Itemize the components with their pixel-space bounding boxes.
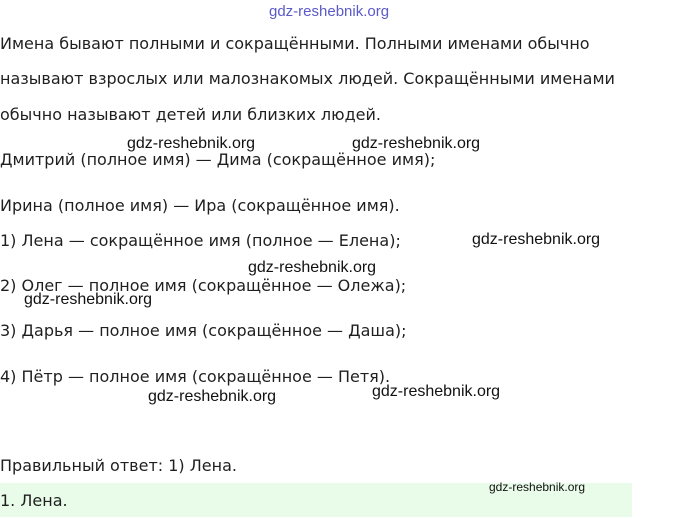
watermark-top: gdz-reshebnik.org bbox=[269, 3, 390, 20]
intro-line-1: Имена бывают полными и сокращёнными. Полными именами обычно bbox=[0, 34, 590, 53]
watermark: gdz-reshebnik.org bbox=[248, 259, 377, 276]
watermark: gdz-reshebnik.org bbox=[24, 291, 153, 308]
example-line-1: Дмитрий (полное имя) — Дима (сокращённое имя); bbox=[0, 150, 436, 169]
correct-answer-line: Правильный ответ: 1) Лена. bbox=[0, 456, 237, 475]
option-1: 1) Лена — сокращённое имя (полное — Елена); bbox=[0, 231, 401, 250]
example-line-2: Ирина (полное имя) — Ира (сокращённое имя). bbox=[0, 196, 400, 215]
watermark: gdz-reshebnik.org bbox=[472, 231, 601, 248]
watermark: gdz-reshebnik.org bbox=[148, 388, 277, 405]
intro-line-2: называют взрослых или малознакомых людей. Сокращёнными именами bbox=[0, 69, 615, 88]
option-3: 3) Дарья — полное имя (сокращённое — Даша); bbox=[0, 321, 407, 340]
watermark: gdz-reshebnik.org bbox=[352, 135, 481, 152]
option-2: 2) Олег — полное имя (сокращённое — Олежа); bbox=[0, 276, 407, 295]
intro-line-3: обычно называют детей или близких людей. bbox=[0, 105, 381, 124]
watermark: gdz-reshebnik.org bbox=[372, 383, 501, 400]
answer-box-text: 1. Лена. bbox=[0, 491, 68, 510]
watermark: gdz-reshebnik.org bbox=[489, 480, 586, 494]
option-4: 4) Пётр — полное имя (сокращённое — Петя). bbox=[0, 367, 391, 386]
watermark: gdz-reshebnik.org bbox=[127, 135, 256, 152]
